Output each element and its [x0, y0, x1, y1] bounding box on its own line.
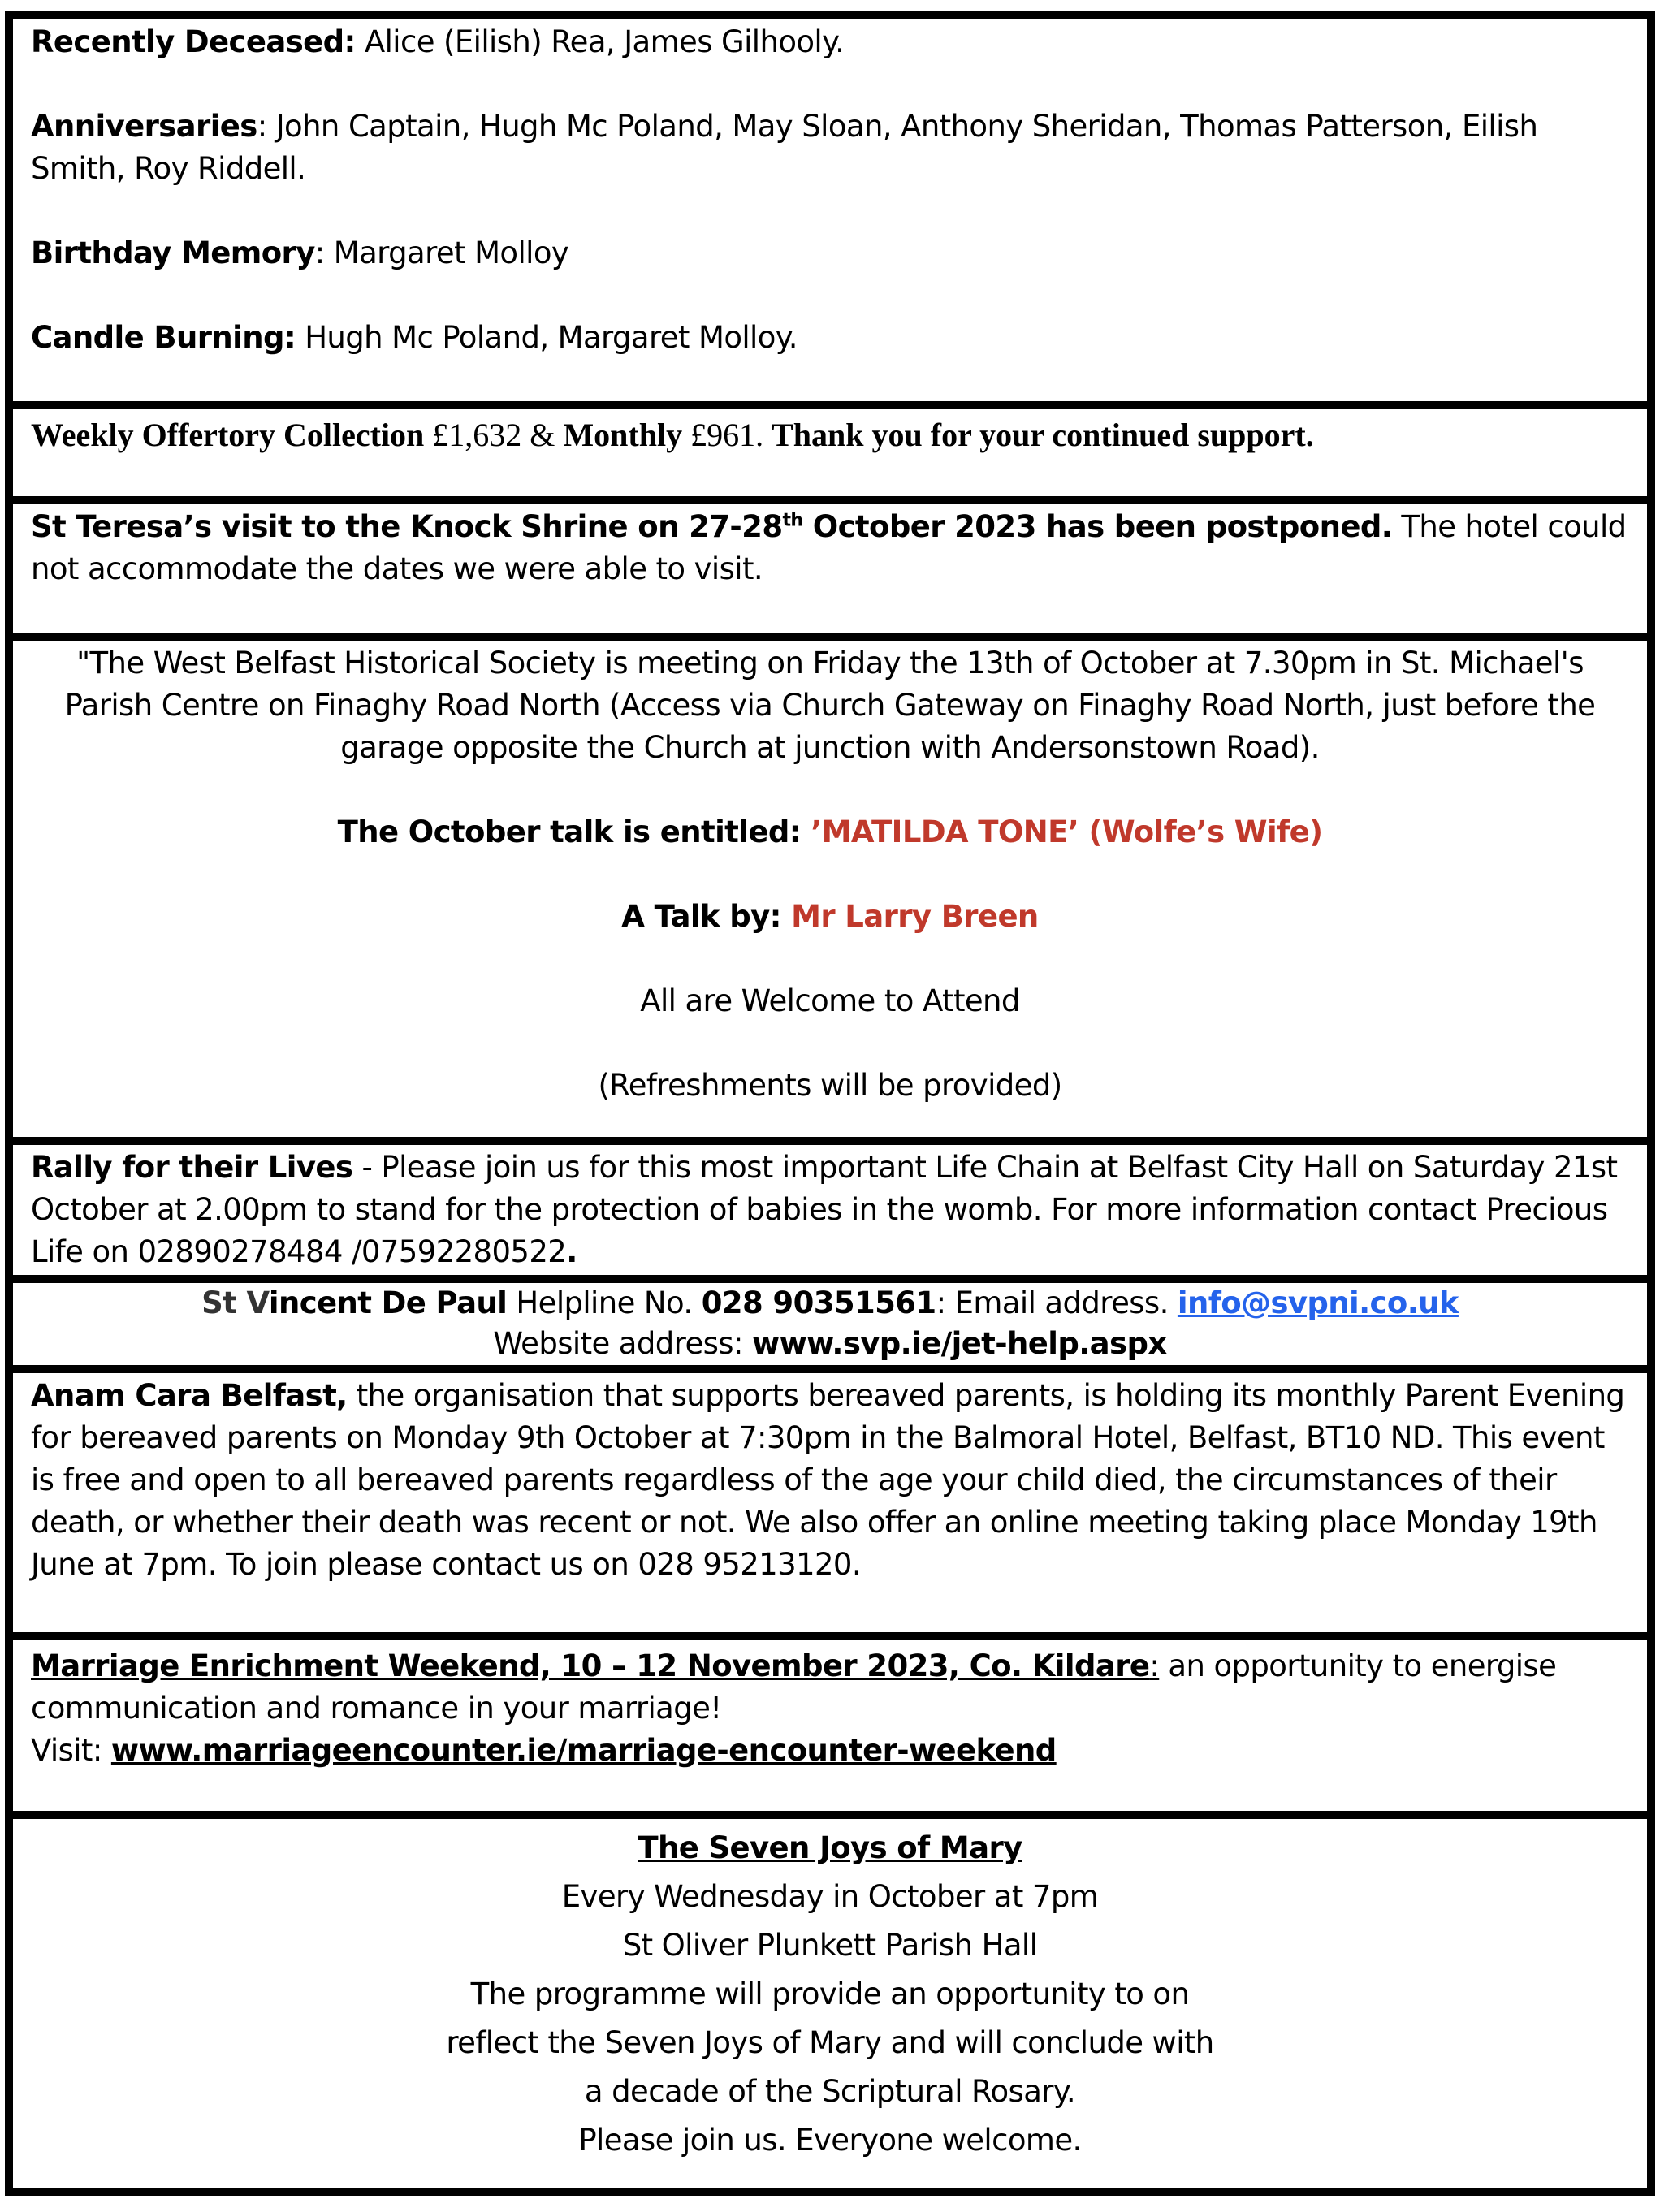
candle-burning-names: Hugh Mc Poland, Margaret Molloy. [296, 320, 798, 355]
rally-end: . [566, 1234, 577, 1269]
welcome-text: All are Welcome to Attend [640, 983, 1020, 1018]
thank-you-text: Thank you for your continued support. [772, 417, 1314, 453]
birthday-memory-names: : Margaret Molloy [314, 235, 569, 270]
anniversaries-names: : John Captain, Hugh Mc Poland, May Sloan, Anthony Sheridan, Thomas Patterson, Eilish Smith, Roy Riddell. [31, 109, 1538, 186]
knock-shrine-section [13, 496, 1647, 633]
seven-joys-line: Every Wednesday in October at 7pm [561, 1879, 1099, 1914]
parish-bulletin-page [5, 11, 1655, 2196]
candle-burning-label: Candle Burning: [31, 320, 296, 355]
rally-details: - Please join us for this most important Life Chain at Belfast City Hall on Saturday 21st October at 2.00pm to stand for the protection of babies in the womb. For more information contact Precious Life on 02890278484 /07592280522 [31, 1150, 1618, 1269]
marriage-details: an opportunity to energise communication and romance in your marriage! [31, 1648, 1557, 1726]
rally-notice [31, 1147, 1629, 1273]
marriage-visit [31, 1730, 1629, 1772]
marriage-enrichment-section [13, 1632, 1647, 1811]
recently-deceased [31, 21, 1629, 63]
marriage-notice [31, 1645, 1629, 1730]
anniversaries [31, 106, 1629, 190]
svp-website: www.svp.ie/jet-help.aspx [752, 1326, 1167, 1361]
seven-joys-line: reflect the Seven Joys of Mary and will conclude with [446, 2025, 1214, 2060]
birthday-memory-label: Birthday Memory [31, 235, 315, 270]
knock-headline-part: St Teresa’s visit to the Knock Shrine on 27-28 [31, 509, 783, 544]
knock-shrine-details: The hotel could not accommodate the dates we were able to visit. [31, 509, 1627, 586]
seven-joys-section [13, 1811, 1647, 2196]
talk-title: ’MATILDA TONE’ (Wolfe’s Wife) [811, 814, 1323, 849]
visit-label: Visit: [31, 1733, 111, 1768]
refreshments-text: (Refreshments will be provided) [598, 1068, 1062, 1103]
anniversaries-label: Anniversaries [31, 109, 257, 144]
marriage-url-link[interactable]: www.marriageencounter.ie/marriage-encounter-weekend [110, 1733, 1057, 1768]
svp-helpline-line [31, 1283, 1629, 1324]
talk-title-label: The October talk is entitled: [337, 814, 811, 849]
svp-section [13, 1275, 1647, 1365]
offertory-section [13, 401, 1647, 496]
weekly-offertory-amount: £1,632 & [424, 417, 564, 453]
email-label: : Email address. [936, 1285, 1178, 1320]
birthday-memory [31, 232, 1629, 274]
svp-name-rest: incent De Paul [268, 1285, 508, 1320]
seven-joys-title: The Seven Joys of Mary [638, 1830, 1022, 1865]
rally-label: Rally for their Lives [31, 1150, 353, 1185]
recently-deceased-label: Recently Deceased: [31, 24, 356, 59]
talk-speaker [45, 896, 1615, 938]
helpline-number: 028 90351561 [701, 1285, 936, 1320]
october-talk-title [45, 811, 1615, 853]
svp-name [201, 1285, 507, 1320]
knock-shrine-headline [31, 509, 1392, 544]
knock-headline-end: October 2023 has been postponed. [802, 509, 1393, 544]
historical-society-intro: "The West Belfast Historical Society is meeting on Friday the 13th of October at 7.30pm in St. Michael's Parish Centre on Finaghy Road North (Access via Church Gateway on Finaghy Road North, just before the garage opposite the Church at junction with Andersonstown Road). [64, 646, 1596, 765]
speaker-label: A Talk by: [621, 899, 792, 934]
marriage-title: Marriage Enrichment Weekend, 10 – 12 November 2023, Co. Kildare [31, 1648, 1150, 1683]
seven-joys-line: The programme will provide an opportunity to on [470, 1977, 1190, 2011]
weekly-offertory-label: Weekly Offertory Collection [31, 417, 425, 453]
remembrance-section [13, 11, 1647, 401]
anam-cara-notice [31, 1375, 1629, 1586]
rally-section [13, 1137, 1647, 1275]
anam-cara-details: the organisation that supports bereaved parents, is holding its monthly Parent Evening for bereaved parents on Monday 9th October at 7:30pm in the Balmoral Hotel, Belfast, BT10 ND. This event is free and open to all bereaved parents regardless of the age your child died, the circumstances of their death, or whether their death was recent or not. We also offer an online meeting taking place Monday 19th June at 7pm. To join please contact us on 028 95213120. [31, 1378, 1625, 1582]
candle-burning [31, 317, 1629, 359]
svp-email-link[interactable]: info@svpni.co.uk [1177, 1285, 1459, 1320]
offertory-line [31, 414, 1629, 456]
anam-cara-label: Anam Cara Belfast, [31, 1378, 348, 1413]
helpline-label: Helpline No. [507, 1285, 702, 1320]
svp-website-line [31, 1324, 1629, 1364]
seven-joys-line: St Oliver Plunkett Parish Hall [622, 1928, 1038, 1963]
marriage-colon: : [1149, 1648, 1160, 1683]
seven-joys-line: a decade of the Scriptural Rosary. [584, 2074, 1076, 2109]
recently-deceased-names: Alice (Eilish) Rea, James Gilhooly. [355, 24, 845, 59]
speaker-name: Mr Larry Breen [791, 899, 1039, 934]
ordinal-suffix: th [782, 510, 803, 531]
monthly-label: Monthly [563, 417, 683, 453]
anam-cara-section [13, 1365, 1647, 1632]
monthly-amount: £961. [682, 417, 772, 453]
seven-joys-line: Please join us. Everyone welcome. [578, 2123, 1082, 2158]
historical-society-section [13, 633, 1647, 1137]
website-label: Website address: [493, 1326, 752, 1361]
svp-name-prefix: St V [201, 1285, 269, 1320]
knock-shrine-notice [31, 506, 1629, 590]
